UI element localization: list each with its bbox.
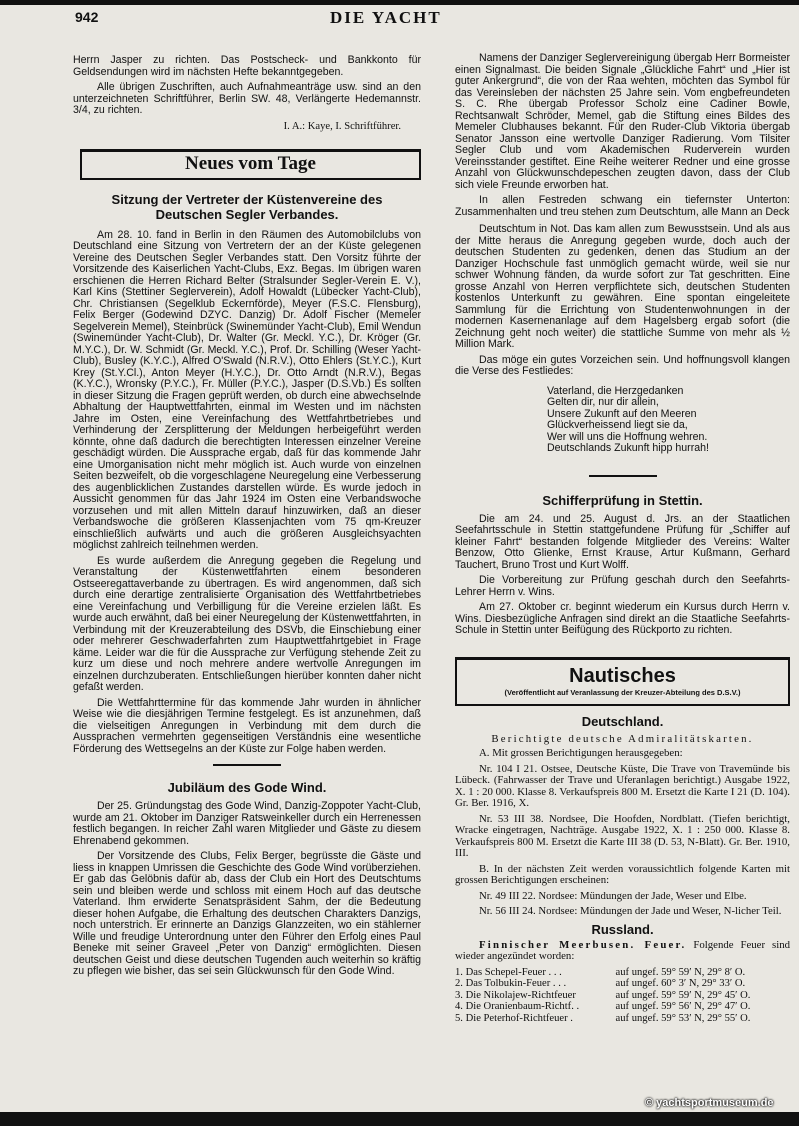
light-position: auf ungef. 59° 59′ N, 29° 45′ O.	[615, 989, 751, 1001]
article-paragraph: Das möge ein gutes Vorzeichen sein. Und hoffnungsvoll klangen die Verse des Festliedes:	[455, 353, 790, 377]
intro-paragraph: Alle übrigen Zuschriften, auch Aufnahmeanträge usw. sind an den unterzeichneten Schriftführer, Berlin SW. 48, Verlängerte Hedemannstr. 3/4, zu richten.	[73, 81, 421, 116]
lights-intro-text: Folgende Feuer sind wieder angezündet worden:	[455, 938, 790, 962]
light-position: auf ungef. 60° 3′ N, 29° 33′ O.	[615, 978, 746, 989]
table-row	[455, 967, 790, 979]
article-paragraph: Am 27. Oktober cr. beginnt wiederum ein Kursus durch Herrn v. Wins. Diesbezügliche Anfragen sind direkt an die Staatliche Seefahrts-Schule in Stettin unter Beifügung des Rückporto zu richten.	[455, 601, 790, 636]
intro-paragraph: Herrn Jasper zu richten. Das Postscheck- und Bankkonto für Geldsendungen wird im nächsten Hefte bekanntgegeben.	[73, 54, 421, 78]
country-heading: Deutschland.	[581, 713, 664, 729]
table-row	[455, 1001, 790, 1013]
divider	[589, 475, 657, 477]
list-heading: B. In der nächsten Zeit werden voraussichtlich folgende Karten mit grossen Berichtigungen erscheinen:	[455, 862, 790, 886]
chart-item: Nr. 49 III 22. Nordsee: Mündungen der Jade, Weser und Elbe.	[479, 889, 747, 902]
article-paragraph: Die Wettfahrttermine für das kommende Jahr wurden in ähnlicher Weise wie die diesjährigen Termine festgelegt. Es ist anzunehmen, daß die vielseitigen Anregungen in Verbindung mit dem durch die Aussprachen vermehrten gegenseitigen Verständnis eine wesentliche Förderung des Wettsegelns an der Küste zur Folge haben werden.	[73, 696, 421, 755]
lights-intro	[455, 940, 790, 963]
chart-item: Nr. 56 III 24. Nordsee: Mündungen der Jade und Weser, N-licher Teil.	[479, 905, 782, 917]
light-name: 1. Das Schepel-Feuer . . .	[455, 966, 562, 978]
light-name: 5. Die Peterhof-Richtfeuer .	[455, 1012, 573, 1024]
subheading: Berichtigte deutsche Admiralitätskarten.	[491, 732, 754, 745]
chart-item: Nr. 53 III 38. Nordsee, Die Hoofden, Nordblatt. (Tiefen berichtigt, Wracke eingetragen, Nachträge. Ausgabe 1922, X. 1 : 250 000. Klasse 8. Verkaufspreis 800 M. Ersetzt die Karte III 38 (D. 53, N-Blatt). Gr. Ber. 1910, III.	[455, 812, 790, 859]
article-paragraph: Der Vorsitzende des Clubs, Felix Berger, begrüsste die Gäste und liess in knappen Umrissen die Geschichte des Gode Wind vorüberziehen. Er gab das Gelöbnis dafür ab, dass der Club ein Hort des Deutschtums sein und bleiben werde und schloss mit einem Hoch auf das deutsche Vaterland. Ihm erwiderte Senatspräsident Sahm, der die Bedeutung dieser hohen Aufgabe, die Erhaltung des deutschen Charakters Danzigs, noch unterstrich. Er erinnerte an Danzigs Glanzzeiten, wo ein stählerner Wille und freudige Unterordnung unter den Führer den Erfolg eines Paul Beneke mit seiner Graveel „Peter von Danzig“ ermöglichten. Diesen deutschen Geist und diese deutschen Tugenden auch weiterhin so kräftig zu pflegen wie bisher, das sei sein Glückwunsch für den Gode Wind.	[73, 850, 421, 977]
article-paragraph: Es wurde außerdem die Anregung gegeben die Regelung und Veranstaltung der Küstenwettfahrten einem besonderen Ostseeregattaverbande zu übertragen. Es wird angenommen, daß sich durch eine derartige zentralisierte Organisation des Wettfahrtbetriebes eine Vereinfachung und Verbilligung für die Vereine erzielen läßt. Es wurde auch erwähnt, daß bei einer Neuregelung der Küstenwettfahrten, in Verbindung mit der Kreuzerabteilung des DSVb, die Einschiebung einer oder mehrerer Geschwaderfahrten zum Hauptwettfahrtgebiet in Frage käme. Leider war die für die Aussprache zur Verfügung stehende Zeit zu kurz um diese und noch mehrere andere wertvolle Anregungen im einzelnen durchzuberaten. Entschließungen hierüber konnten daher nicht gefaßt werden.	[73, 554, 421, 693]
table-row	[455, 990, 790, 1002]
lights-table	[455, 967, 790, 1025]
bottom-border	[0, 1112, 799, 1126]
running-head: DIE YACHT	[330, 8, 442, 27]
chart-item: Nr. 104 I 21. Ostsee, Deutsche Küste, Die Trave von Travemünde bis Lübeck. (Fahrwasser der Trave und Uferanlagen berichtigt.) Ausgabe 1922, X. 1 : 20 000. Klasse 8. Verkaufspreis 800 M. Ersetzt die Karte I 21 (D. 104). Gr. Ber. 1916, X.	[455, 762, 790, 809]
light-position: auf ungef. 59° 56′ N, 29° 47′ O.	[615, 1001, 751, 1012]
light-name: 3. Die Nikolajew-Richtfeuer	[455, 989, 576, 1001]
article-paragraph: Deutschtum in Not. Das kam allen zum Bewusstsein. Und als aus der Mitte heraus die Anregung gegeben wurde, doch auch der deutschen Studenten zu gedenken, denen das Studium an der Danziger Hochschule fast unmöglich gemacht würde, weil sie nur schwer Wohnung fänden, da wurde sofort zur Tat geschritten. Eine grosse Anzahl von Herren verpflichtete sich, deutschen Studenten kostenlos Unterkunft zu gewähren. Eine spontan eingeleitete Sammlung für die Errichtung von Studentenwohnungen in der modernen Kasernenanlage auf dem Hagelsberg ergab sofort (die Zeichnung geht noch weiter) die stattliche Summe von mehr als ½ Million Mark.	[455, 223, 790, 350]
section-subtitle: (Veröffentlicht auf Veranlassung der Kreuzer-Abteilung des D.S.V.)	[504, 687, 741, 697]
article-paragraph: Am 28. 10. fand in Berlin in den Räumen des Automobilclubs von Deutschland eine Sitzung von Vertretern der an der Küste gelegenen Vereine des Deutschen Segler Verbandes statt. Den Vorsitz führte der Vorsitzende des Kaiserlichen Yacht-Clubs, Exz. Begas. Im übrigen waren erschienen die Herren Richard Belter (Stralsunder Segler-Verein E. V.), Karl Kins (Stettiner Seglerverein), Adolf Howaldt (Lübecker Yacht-Club), Chr. Christiansen (Segelklub Eckernförde), Meyer (F.S.C. Flensburg), Felix Berger (Godewind DZYC. Danzig) Dr. Adolf Fischer (Memeler Segelverein Memel), Steinbrück (Swinemünder Yacht-Club), Emil Wendun (Swinemünder Yacht-Club), Dr. Walter (Gr. Meckl. Y.C.), Dr. Kröger (Gr. M.Y.C.), Dr. W. Schmidt (Gr. Meckl. Y.C.), Prof. Dr. Schilling (Weser Yacht-Club), Busley (K.Y.C.), Alfred O'Swald (N.R.V.), Otto Ehlers (St.Y.C.), Kurt Krey (St.Y.Cl.), Anton Meyer (H.Y.C.), Dr. Otto Arndt (N.R.V.), Begas (K.Y.C.), Wronsky (P.Y.C.), Fr. Müller (P.Y.C.), Jasper (D.S.Vb.) Es sollten in dieser Sitzung die Fragen geprüft werden, ob durch eine abwechselnde Abhaltung der Hauptwettfahrten, einmal im Westen und im nächsten Jahre im Osten, eine Vereinfachung des Wettfahrtbetriebes und Verhinderung der Zersplitterung der Meldungen herbeigeführt werden könnte, ohne daß dadurch die berechtigten Interessen einzelner Vereine geschädigt würden. Die Aussprache ergab, daß für das kommende Jahr eine Umorganisation nicht mehr möglich ist. Auch wurde von einzelnen Seiten bezweifelt, ob die vorgeschlagene Neuregelung eine Verbesserung des augenblicklichen Zustandes darstellen würde. Es wurde jedoch in Aussicht genommen für das Jahr 1924 im Osten eine Verbandswoche vorzusehen und mit allen Mitteln darauf hinzuwirken, daß an dieser Verbandswoche die größeren Klassenjachten vom 75 qm-Kreuzer einschließlich aufwärts und auch die größeren Ausgleichsyachten möglichst zahlreich teilnehmen werden.	[73, 228, 421, 551]
article-paragraph: Namens der Danziger Seglervereinigung übergab Herr Bormeister einen Signalmast. Die beiden Signale „Glückliche Fahrt“ und „Hier ist guter Ankergrund“, die von der Raa wehten, möchten das Symbol für das Vereinsleben der nächsten 25 Jahre sein. Vom engbefreundeten S. C. Rhe übergab Professor Scholz eine Cadiner Bowle, Rechtsanwalt Schröder, Memel, gab die Stiftung eines Bildes des Memeler Clubhauses bekannt. Für den Ruder-Club Viktoria übergab Senator Jansson eine wertvolle Danziger Radierung. Vom Tilsiter Segler Club und vom Akademischen Ruderverein wurden Vereinsstander gestiftet. Eine Reihe weiterer Redner und eine grosse Anzahl von Glückwunschdepeschen zeugten davon, dass der Club sich viele Freunde erworben hat.	[455, 52, 790, 191]
article-paragraph: Der 25. Gründungstag des Gode Wind, Danzig-Zoppoter Yacht-Club, wurde am 21. Oktober im Danziger Ratsweinkeller durch ein Herrenessen festlich begangen. In reicher Zahl waren Mitglieder und Gäste zu diesem Ehrenabend gekommen.	[73, 800, 421, 847]
article-paragraph: Die am 24. und 25. August d. Jrs. an der Staatlichen Seefahrtsschule in Stettin stattgefundene Prüfung für „Schiffer auf kleiner Fahrt“ bestanden folgende Mitglieder des Vereins: Walter Benzow, Otto Glienke, Ernst Krause, Artur Kußmann, Gerhard Tauchert, Bruno Trost und Kurt Wolff.	[455, 512, 790, 571]
poem-line: Gelten dir, nur dir allein,	[547, 396, 659, 408]
light-position: auf ungef. 59° 53′ N, 29° 55′ O.	[615, 1012, 751, 1024]
article-paragraph: In allen Festreden schwang ein tiefernster Unterton: Zusammenhalten und treu stehen zum Deutschtum, alle Mann an Deck	[455, 194, 790, 218]
light-name: 2. Das Tolbukin-Feuer . . .	[455, 978, 567, 989]
article-title: Schifferprüfung in Stettin.	[542, 492, 703, 508]
section-box-neues-vom-tage	[80, 149, 421, 180]
table-row	[455, 978, 790, 990]
list-heading: A. Mit grossen Berichtigungen herausgegeben:	[479, 747, 683, 759]
top-border	[0, 0, 799, 5]
article-paragraph: Die Vorbereitung zur Prüfung geschah durch den Seefahrts-Lehrer Herrn v. Wins.	[455, 574, 790, 598]
divider	[213, 764, 281, 766]
poem-line: Wer will uns die Hoffnung wehren.	[547, 430, 708, 443]
page-number: 942	[75, 9, 99, 25]
signature: I. A.: Kaye, I. Schriftführer.	[283, 120, 401, 132]
poem-line: Vaterland, die Herzgedanken	[547, 384, 684, 397]
section-title: Neues vom Tage	[185, 153, 316, 174]
article-title: Sitzung der Vertreter der Küstenvereine des Deutschen Segler Verbandes.	[111, 191, 383, 222]
article-title: Jubiläum des Gode Wind.	[167, 780, 327, 795]
poem-line: Unsere Zukunft auf den Meeren	[547, 407, 697, 420]
poem-line: Glückverheissend liegt sie da,	[547, 419, 688, 431]
region-label: Finnischer Meerbusen. Feuer.	[479, 938, 687, 951]
watermark: © yachtsportmuseum.de	[645, 1097, 774, 1109]
light-position: auf ungef. 59° 59′ N, 29° 8′ O.	[615, 966, 746, 978]
section-box-nautisches	[455, 657, 790, 706]
section-title: Nautisches	[569, 664, 676, 687]
left-column	[73, 55, 421, 982]
country-heading: Russland.	[591, 921, 654, 937]
poem	[547, 386, 790, 455]
table-row	[455, 1013, 790, 1025]
nautisches-content	[455, 714, 790, 1025]
poem-line: Deutschlands Zukunft hipp hurrah!	[547, 442, 709, 454]
right-column	[455, 53, 790, 1024]
light-name: 4. Die Oranienbaum-Richtf. .	[455, 1001, 580, 1012]
